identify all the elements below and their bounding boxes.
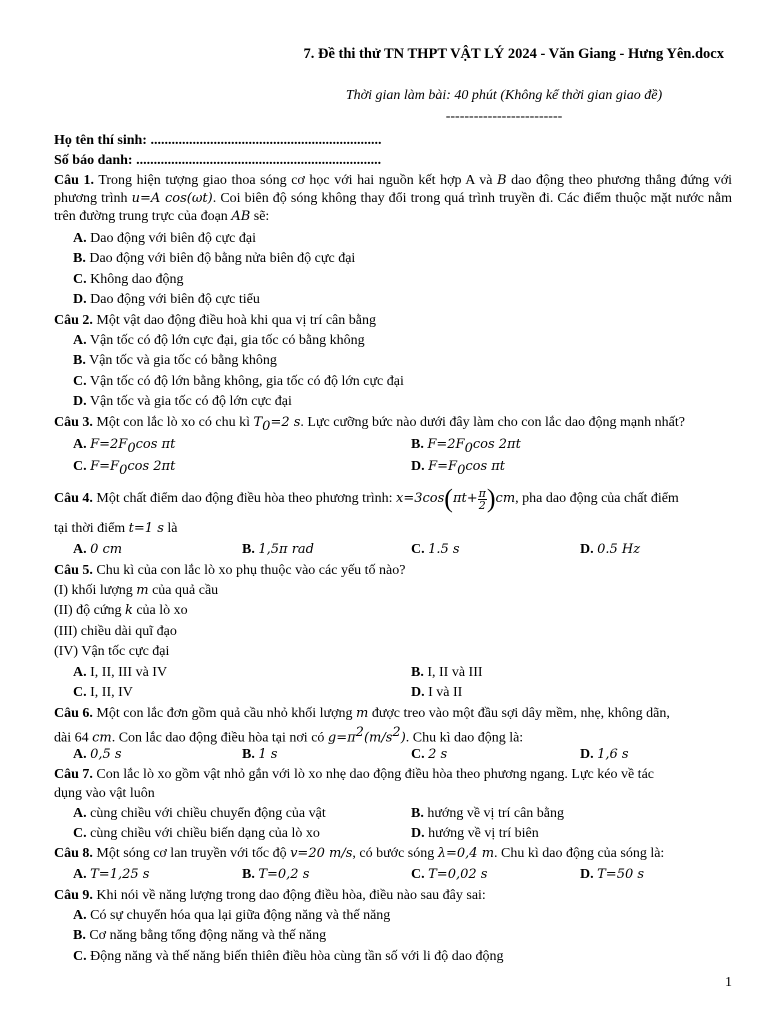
- q6-option-a: A. 0,5 s: [73, 747, 122, 762]
- separator-dashes: -------------------------: [445, 109, 563, 124]
- q4-option-d: D. 0.5 Hz: [580, 542, 641, 557]
- q5-item-2: (II) độ cứng k của lò xo: [54, 603, 188, 618]
- question-7: Câu 7. Con lắc lò xo gồm vật nhỏ gắn với lò xo nhẹ dao động điều hòa theo phương ngang. Lực kéo về tác: [54, 767, 654, 782]
- question-4-cont: tại thời điểm t=1 s là: [54, 521, 178, 536]
- q5-option-c: C. I, II, IV: [73, 685, 133, 700]
- page-number: 1: [725, 975, 732, 990]
- q1-option-a: A. Dao động với biên độ cực đại: [73, 231, 256, 246]
- q5-option-d: D. I và II: [411, 685, 463, 700]
- question-7-cont: dụng vào vật luôn: [54, 786, 155, 801]
- q5-item-3: (III) chiều dài quĩ đạo: [54, 624, 177, 639]
- q8-option-a: A. T=1,25 s: [73, 867, 150, 882]
- q3-option-d: D. $F=F_0\cos$ πt: [411, 459, 506, 478]
- q4-option-a: A. 0 cm: [73, 542, 123, 557]
- q7-option-a: A. cùng chiều với chiều chuyển động của vật: [73, 806, 326, 821]
- q2-option-c: C. Vận tốc có độ lớn bằng không, gia tốc có độ lớn cực đại: [73, 374, 404, 389]
- document-title: 7. Đề thi thử TN THPT VẬT LÝ 2024 - Văn Giang - Hưng Yên.docx: [303, 46, 724, 62]
- q6-option-d: D. 1,6 s: [580, 747, 629, 762]
- q6-option-c: C. 2 s: [411, 747, 448, 762]
- q7-option-b: B. hướng về vị trí cân bằng: [411, 806, 565, 821]
- q6-option-b: B. 1 s: [242, 747, 278, 762]
- exam-time: Thời gian làm bài: 40 phút (Không kể thời gian giao đề): [345, 88, 663, 103]
- q8-option-c: C. T=0,02 s: [411, 867, 488, 882]
- q9-option-a: A. Có sự chuyển hóa qua lại giữa động năng và thế năng: [73, 908, 391, 923]
- q8-option-b: B. T=0,2 s: [242, 867, 310, 882]
- student-name-field: Họ tên thí sinh: ..................................................................: [54, 133, 382, 148]
- q8-option-d: D. T=50 s: [580, 867, 645, 882]
- q4-option-b: B. 1,5π rad: [242, 542, 314, 557]
- question-6: Câu 6. Một con lắc đơn gồm quả cầu nhỏ khối lượng m được treo vào một đầu sợi dây mềm, nhẹ, không dãn,: [54, 706, 670, 721]
- q3-option-a: A. $F=2F_0\cos$ πt: [73, 437, 176, 456]
- q5-option-a: A. I, II, III và IV: [73, 665, 168, 680]
- q2-option-d: D. Vận tốc và gia tốc có độ lớn cực đại: [73, 394, 292, 409]
- question-5: Câu 5. Chu kì của con lắc lò xo phụ thuộc vào các yếu tố nào?: [54, 563, 406, 578]
- q5-item-1: (I) khối lượng m của quả cầu: [54, 583, 219, 598]
- q9-option-c: C. Động năng và thế năng biến thiên điều hòa cùng tần số với li độ dao động: [73, 949, 504, 964]
- q4-option-c: C. 1.5 s: [411, 542, 460, 557]
- question-3: Câu 3. Một con lắc lò xo có chu kì $T_0=2$ s. Lực cưỡng bức nào dưới đây làm cho con lắc dao động mạnh nhất?: [54, 415, 685, 434]
- q1-option-d: D. Dao động với biên độ cực tiểu: [73, 292, 260, 307]
- question-9: Câu 9. Khi nói về năng lượng trong dao động điều hòa, điều nào sau đây sai:: [54, 888, 486, 903]
- q3-option-b: B. $F=2F_0\cos$ 2πt: [411, 437, 521, 456]
- question-6-cont: dài 64 cm. Con lắc dao động điều hòa tại nơi có $g=\pi^2(m/s^2)$. Chu kì dao động là:: [54, 725, 524, 746]
- question-2: Câu 2. Một vật dao động điều hoà khi qua vị trí cân bằng: [54, 313, 376, 328]
- q9-option-b: B. Cơ năng bằng tổng động năng và thế năng: [73, 928, 327, 943]
- q5-option-b: B. I, II và III: [411, 665, 483, 680]
- q1-option-c: C. Không dao động: [73, 272, 184, 287]
- question-1: Câu 1. Trong hiện tượng giao thoa sóng cơ học với hai nguồn kết hợp A và B dao động theo phương thẳng đứng với phương trình u=A cos(ωt). Coi biên độ sóng không thay đổi trong quá trình truyền đi. Các điểm thuộc mặt nước nằm trên đường trung trực của đoạn AB sẽ:: [54, 173, 732, 224]
- q2-option-b: B. Vận tốc và gia tốc có bằng không: [73, 353, 277, 368]
- q1-option-b: B. Dao động với biên độ bằng nửa biên độ cực đại: [73, 251, 356, 266]
- student-id-field: Số báo danh: ......................................................................: [54, 153, 382, 168]
- q7-option-c: C. cùng chiều với chiều biến dạng của lò xo: [73, 826, 320, 841]
- q3-option-c: C. $F=F_0\cos$ 2πt: [73, 459, 176, 478]
- fraction-pi-over-2: $\frac{\pi}{2}$: [478, 486, 486, 512]
- q5-item-4: (IV) Vận tốc cực đại: [54, 644, 170, 659]
- question-4: Câu 4. Một chất điểm dao động điều hòa theo phương trình: x=3cos(πt+ $\frac{\pi}{2}$ )cm, pha dao động của chất điểm: [54, 484, 679, 513]
- q2-option-a: A. Vận tốc có độ lớn cực đại, gia tốc có bằng không: [73, 333, 365, 348]
- q7-option-d: D. hướng về vị trí biên: [411, 826, 539, 841]
- question-8: Câu 8. Một sóng cơ lan truyền với tốc độ v=20 m/s, có bước sóng λ=0,4 m. Chu kì dao động của sóng là:: [54, 846, 665, 861]
